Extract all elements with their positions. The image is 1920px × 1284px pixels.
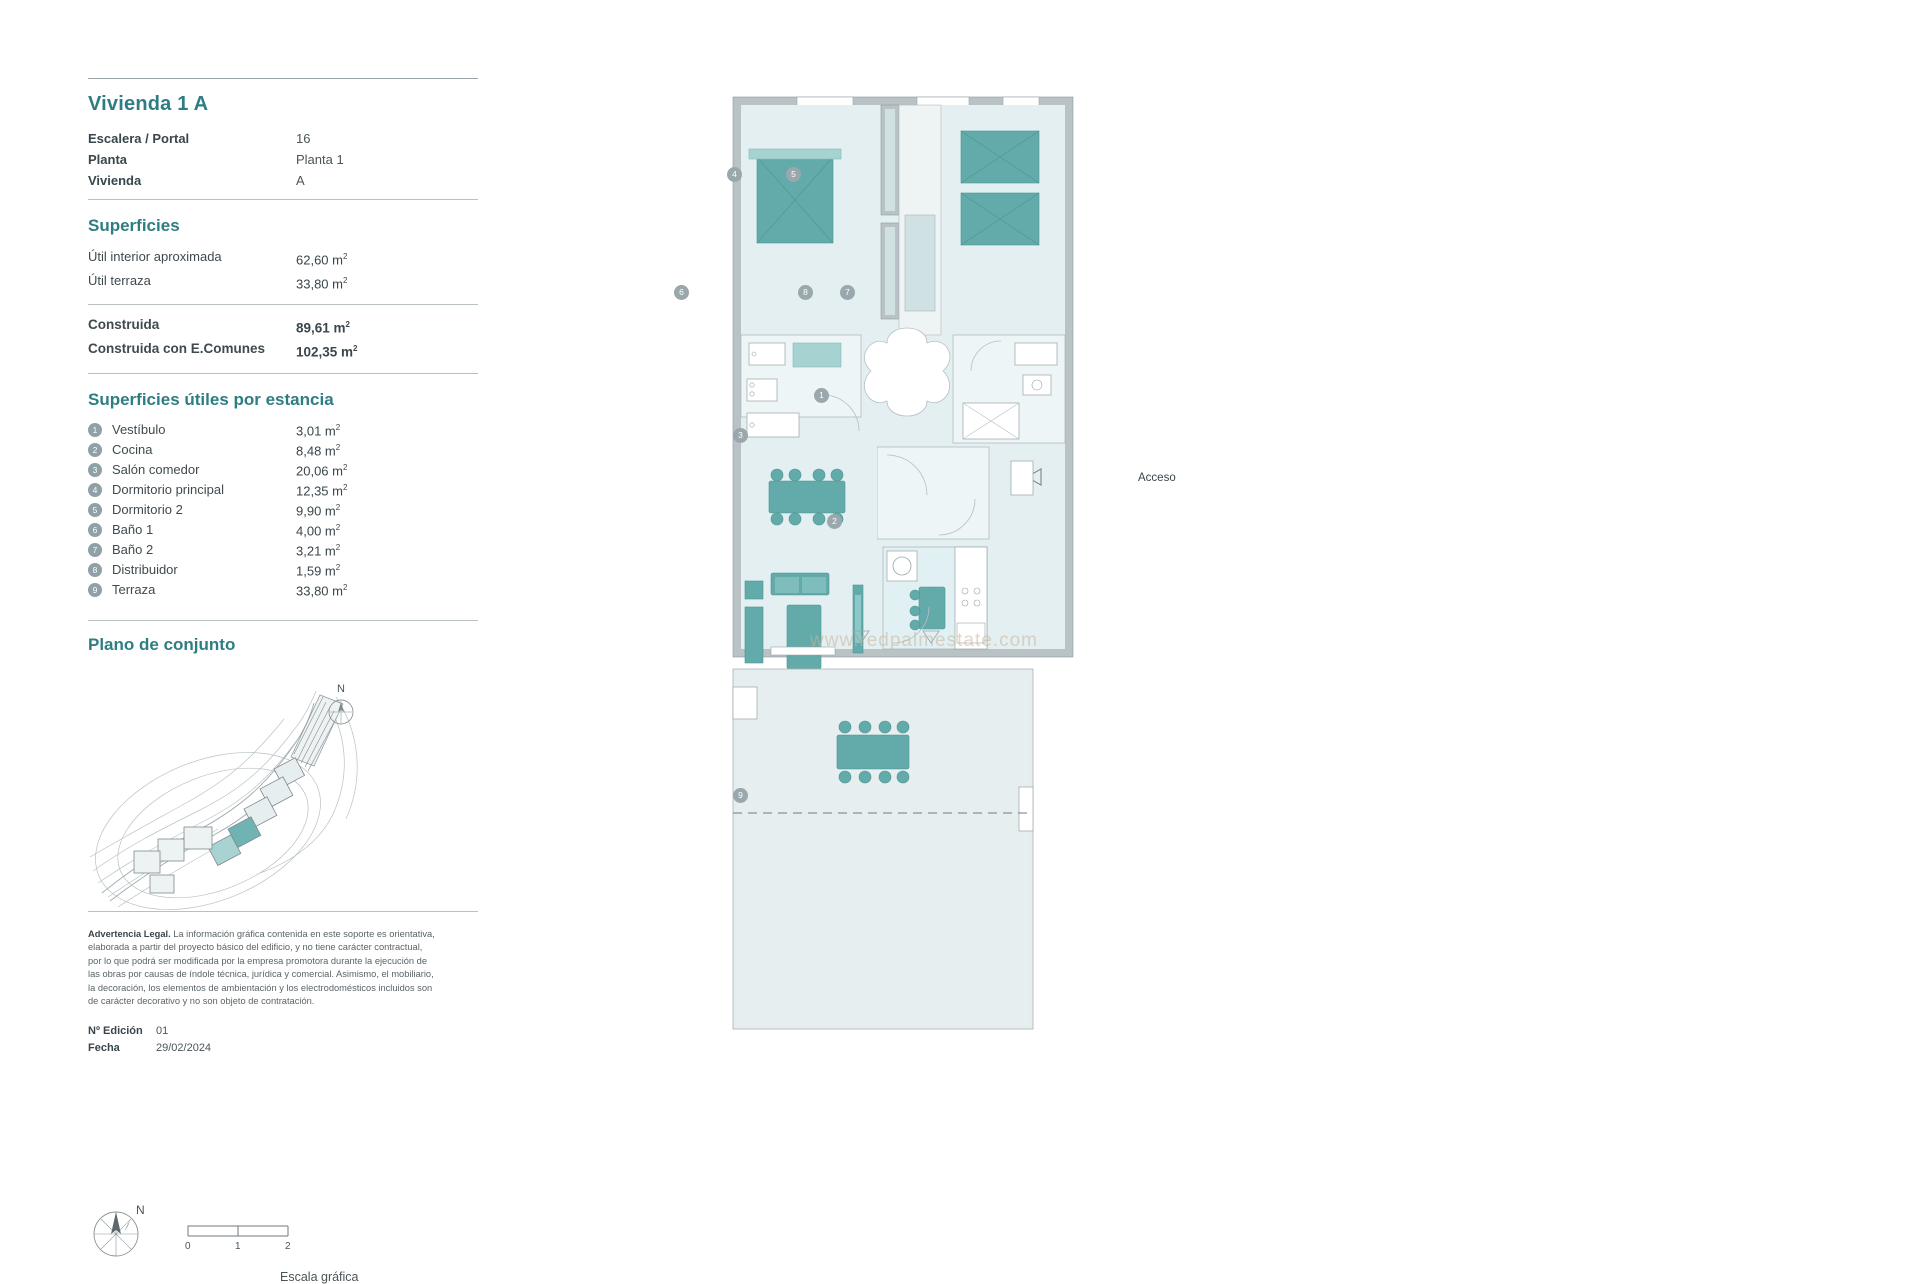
site-plan-svg (88, 661, 478, 911)
superficie-unit-1: 2 (342, 276, 348, 286)
field-escalera (88, 128, 478, 149)
estancia-value-unit: 2 (335, 563, 341, 572)
list-item (88, 480, 478, 500)
estancia-value-unit: 2 (335, 503, 341, 512)
compass-rose-icon (88, 1200, 158, 1262)
divider-superficies (88, 304, 478, 305)
field-escalera-value: 16 (296, 131, 311, 146)
room-number-9: 9 (733, 788, 748, 803)
estancia-bullet: 5 (88, 503, 102, 517)
estancia-bullet: 6 (88, 523, 102, 537)
superficie-label-1: Útil terraza (88, 273, 151, 289)
room-number-2: 2 (827, 514, 842, 529)
room-number-4: 4 (727, 167, 742, 182)
acceso-label: Acceso (1138, 472, 1176, 484)
estancia-bullet: 4 (88, 483, 102, 497)
estancia-bullet: 9 (88, 583, 102, 597)
field-escalera-label: Escalera / Portal (88, 131, 190, 146)
estancia-name: Dormitorio principal (112, 481, 224, 497)
edition-value: 01 (156, 1024, 169, 1037)
room-number-7: 7 (840, 285, 855, 300)
estancia-value-unit: 2 (335, 443, 341, 452)
room-number-5: 5 (786, 167, 801, 182)
list-item (88, 540, 478, 560)
superficie-value-3-num: 102,35 m (296, 344, 354, 360)
superficie-unit-0: 2 (342, 252, 348, 261)
field-planta-value: Planta 1 (296, 152, 344, 167)
list-item (88, 520, 478, 540)
estancia-bullet: 7 (88, 543, 102, 557)
superficie-value-2-num: 89,61 m (296, 320, 346, 336)
superficie-value-0 (296, 246, 347, 270)
estancias-list (88, 420, 478, 600)
site-plan-north-label: N (337, 682, 345, 695)
divider-before-plano (88, 620, 478, 621)
scale-bar (184, 1218, 344, 1252)
page-title: Vivienda 1 A (88, 93, 209, 115)
divider-after-header (88, 199, 478, 200)
superficie-value-2 (296, 314, 350, 339)
room-number-8: 8 (798, 285, 813, 300)
field-vivienda-label: Vivienda (88, 173, 142, 188)
edition-label: Nº Edición (88, 1024, 143, 1037)
site-plan (88, 661, 478, 911)
estancia-value-num: 12,35 m (296, 483, 343, 499)
superficie-unit-3: 2 (353, 344, 358, 354)
estancia-value-unit: 2 (335, 523, 341, 532)
section-title-estancias: Superficies útiles por estancia (88, 389, 334, 409)
list-item (88, 500, 478, 520)
superficie-label-2: Construida (88, 316, 160, 332)
estancia-value-unit: 2 (342, 583, 348, 592)
estancia-bullet: 8 (88, 563, 102, 577)
superficie-value-1-num: 33,80 m (296, 276, 343, 292)
estancia-value-num: 9,90 m (296, 503, 336, 519)
floor-plan (727, 95, 1127, 1150)
estancia-value-unit: 2 (335, 423, 341, 432)
superficie-label-3: Construida con E.Comunes (88, 341, 266, 357)
scale-tick-2: 2 (285, 1241, 291, 1252)
estancia-value-unit: 2 (335, 543, 341, 552)
superficie-row-construida-comunes (88, 338, 478, 363)
date-row (88, 1040, 478, 1057)
floor-plan-svg (727, 95, 1127, 1155)
list-item (88, 460, 478, 480)
legal-notice-strong: Advertencia Legal. (88, 928, 171, 939)
scale-tick-1: 1 (235, 1241, 241, 1252)
list-item (88, 560, 478, 580)
estancia-name: Baño 2 (112, 541, 154, 557)
estancia-value-num: 8,48 m (296, 443, 336, 459)
field-planta-label: Planta (88, 152, 128, 167)
field-vivienda (88, 170, 478, 191)
estancia-name: Salón comedor (112, 461, 200, 477)
estancia-name: Baño 1 (112, 521, 154, 537)
estancia-value-num: 1,59 m (296, 563, 336, 579)
estancia-name: Vestíbulo (112, 421, 166, 437)
superficie-unit-2: 2 (345, 319, 350, 329)
superficie-label-0: Útil interior aproximada (88, 249, 222, 264)
superficie-value-3 (296, 338, 358, 363)
estancia-value-num: 3,21 m (296, 543, 336, 559)
estancia-value-unit: 2 (342, 463, 348, 472)
room-number-1: 1 (814, 388, 829, 403)
edition-row (88, 1023, 478, 1040)
date-value: 29/02/2024 (156, 1041, 212, 1054)
section-title-plano-conjunto: Plano de conjunto (88, 634, 236, 654)
estancia-bullet: 1 (88, 423, 102, 437)
legal-notice-text: La información gráfica contenida en este soporte es orientativa, elaborada a partir del proyecto básico del edificio, y no tiene carácter contractual, por lo que podrá ser modificada por la empresa promotora durante la ejecución de las obras por causas de índole técnica, jurídica y comercial. Asimismo, el mobiliario, la decoración, los elementos de ambientación y los electrodomésticos incluidos son de carácter decorativo y no son objeto de contratación. (88, 928, 435, 1007)
estancia-value-num: 3,01 m (296, 423, 336, 439)
room-number-3: 3 (733, 428, 748, 443)
estancia-value (296, 578, 347, 601)
compass-icon (326, 697, 356, 727)
superficie-value-0-num: 62,60 m (296, 252, 343, 268)
section-title-superficies: Superficies (88, 216, 180, 235)
superficie-row-util-terraza (88, 270, 478, 294)
field-vivienda-value: A (296, 173, 305, 188)
compass-north-label: N (136, 1203, 145, 1217)
list-item (88, 440, 478, 460)
legal-notice (88, 928, 438, 1009)
estancia-name: Cocina (112, 441, 153, 457)
info-panel (88, 78, 478, 1057)
date-label: Fecha (88, 1041, 120, 1054)
field-planta (88, 149, 478, 170)
estancia-bullet: 3 (88, 463, 102, 477)
estancia-name: Distribuidor (112, 561, 178, 577)
divider-after-superficies (88, 373, 478, 374)
scale-caption: Escala gráfica (280, 1270, 359, 1284)
superficie-row-construida (88, 314, 478, 339)
estancia-value-num: 33,80 m (296, 583, 343, 599)
room-number-6: 6 (674, 285, 689, 300)
estancia-bullet: 2 (88, 443, 102, 457)
superficie-value-1 (296, 270, 347, 294)
estancia-name: Terraza (112, 581, 156, 597)
top-divider (88, 78, 478, 79)
edition-block (88, 1023, 478, 1057)
superficie-row-util-interior (88, 246, 478, 270)
estancia-name: Dormitorio 2 (112, 501, 183, 517)
scale-tick-0: 0 (185, 1241, 191, 1252)
list-item (88, 580, 478, 600)
estancia-value-num: 4,00 m (296, 523, 336, 539)
watermark: www.redpalmestate.com (810, 630, 1038, 651)
list-item (88, 420, 478, 440)
estancia-value-num: 20,06 m (296, 463, 343, 479)
site-plan-compass (326, 683, 356, 732)
estancia-value-unit: 2 (342, 483, 348, 492)
